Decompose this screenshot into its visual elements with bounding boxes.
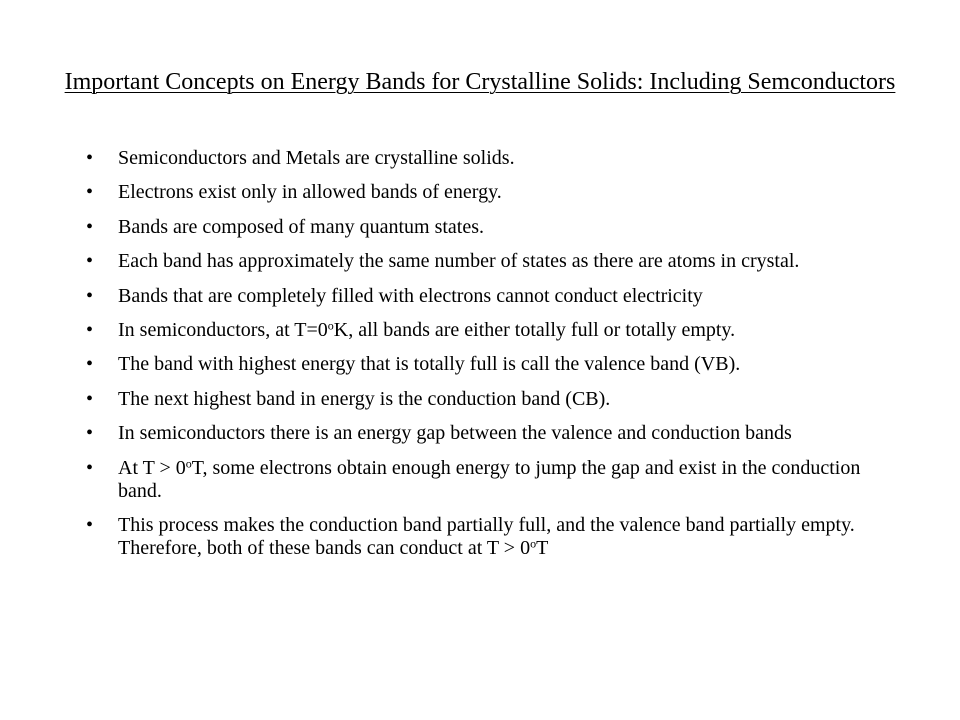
bullet-item bbox=[86, 319, 876, 342]
bullet-item bbox=[86, 388, 876, 411]
bullet-marker: • bbox=[86, 147, 94, 169]
bullet-item bbox=[86, 514, 876, 560]
bullet-item bbox=[86, 216, 876, 239]
superscript-text: o bbox=[185, 455, 192, 470]
bullet-marker: • bbox=[86, 422, 94, 445]
bullet-marker: • bbox=[86, 181, 94, 204]
text-segment: At T > 0 bbox=[118, 456, 186, 479]
text-segment: Electrons exist only in allowed bands of energy. bbox=[118, 181, 502, 204]
bullet-item bbox=[86, 147, 876, 170]
bullet-item bbox=[86, 353, 876, 376]
bullet-text bbox=[118, 181, 502, 203]
text-segment: Semiconductors and Metals are crystalline solids. bbox=[118, 147, 515, 169]
text-segment: T, some electrons obtain enough energy to jump the gap and exist in the conduction band. bbox=[118, 456, 861, 502]
bullet-text bbox=[118, 514, 855, 559]
bullet-marker: • bbox=[86, 318, 94, 341]
text-segment: In semiconductors, at T=0 bbox=[118, 318, 328, 341]
text-segment: Bands are composed of many quantum states. bbox=[118, 215, 485, 238]
bullet-item bbox=[86, 422, 876, 445]
bullet-marker: • bbox=[86, 215, 94, 238]
bullet-text bbox=[118, 388, 610, 410]
text-segment: The band with highest energy that is totally full is call the valence band (VB). bbox=[118, 353, 741, 376]
bullet-text bbox=[118, 353, 740, 375]
bullet-text bbox=[118, 250, 799, 272]
bullet-marker: • bbox=[86, 456, 94, 479]
text-segment: T bbox=[536, 536, 549, 559]
bullet-marker: • bbox=[86, 250, 94, 273]
slide-title: Important Concepts on Energy Bands for Crystalline Solids: Including Semconductors bbox=[64, 69, 896, 95]
bullet-list bbox=[86, 147, 876, 571]
bullet-text bbox=[118, 285, 703, 307]
bullet-text bbox=[118, 147, 515, 169]
bullet-marker: • bbox=[86, 513, 94, 536]
text-segment: This process makes the conduction band partially full, and the valence band partially empty. Therefore, both of these bands can conduct at T > 0 bbox=[118, 513, 855, 559]
text-segment: The next highest band in energy is the conduction band (CB). bbox=[118, 387, 611, 410]
text-segment: K, all bands are either totally full or totally empty. bbox=[333, 318, 736, 341]
text-segment: Each band has approximately the same number of states as there are atoms in crystal. bbox=[118, 250, 800, 273]
bullet-text bbox=[118, 216, 484, 238]
bullet-marker: • bbox=[86, 353, 94, 376]
superscript-text: o bbox=[327, 318, 334, 333]
superscript-text: o bbox=[530, 536, 537, 551]
bullet-text bbox=[118, 457, 860, 502]
bullet-marker: • bbox=[86, 284, 94, 307]
bullet-text bbox=[118, 319, 735, 341]
text-segment: Bands that are completely filled with electrons cannot conduct electricity bbox=[118, 284, 703, 307]
bullet-item bbox=[86, 181, 876, 204]
bullet-item bbox=[86, 250, 876, 273]
bullet-marker: • bbox=[86, 387, 94, 410]
bullet-item bbox=[86, 457, 876, 503]
bullet-item bbox=[86, 285, 876, 308]
bullet-text bbox=[118, 422, 792, 444]
text-segment: In semiconductors there is an energy gap between the valence and conduction bands bbox=[118, 422, 792, 445]
